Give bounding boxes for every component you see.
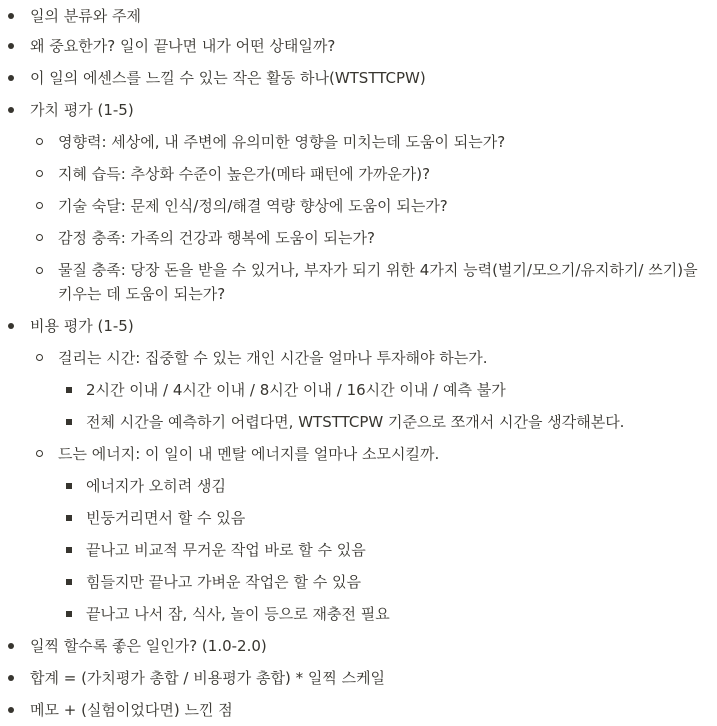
list-item-text: 2시간 이내 / 4시간 이내 / 8시간 이내 / 16시간 이내 / 예측 불가 bbox=[86, 381, 506, 399]
circle-bullet-icon bbox=[36, 438, 56, 470]
circle-bullet-icon bbox=[36, 158, 56, 190]
circle-bullet-icon bbox=[36, 190, 56, 222]
list-item-text: 기술 숙달: 문제 인식/정의/해결 역량 향상에 도움이 되는가? bbox=[58, 197, 448, 215]
list-item-text: 일찍 할수록 좋은 일인가? (1.0-2.0) bbox=[30, 637, 267, 655]
list-item-text: 빈둥거리면서 할 수 있음 bbox=[86, 509, 246, 527]
circle-bullet-icon bbox=[36, 126, 56, 158]
list-item-text: 합계 = (가치평가 총합 / 비용평가 총합) * 일찍 스케일 bbox=[30, 669, 386, 687]
list-item-text: 걸리는 시간: 집중할 수 있는 개인 시간을 얼마나 투자해야 하는가. bbox=[58, 349, 488, 367]
list-item-text: 전체 시간을 예측하기 어렵다면, WTSTTCPW 기준으로 쪼개서 시간을 생각해본다. bbox=[86, 413, 625, 431]
list-item-text: 힘들지만 끝나고 가벼운 작업은 할 수 있음 bbox=[86, 573, 361, 591]
list-item-text: 메모 + (실험이었다면) 느낀 점 bbox=[30, 701, 233, 719]
list-item-text: 이 일의 에센스를 느낄 수 있는 작은 활동 하나(WTSTTCPW) bbox=[30, 69, 426, 87]
square-bullet-icon bbox=[66, 566, 86, 598]
list-item-text: 일의 분류와 주제 bbox=[30, 7, 141, 25]
list-item-text: 왜 중요한가? 일이 끝나면 내가 어떤 상태일까? bbox=[30, 37, 336, 55]
list-item-text: 비용 평가 (1-5) bbox=[30, 317, 134, 335]
square-bullet-icon bbox=[66, 406, 86, 438]
list-item-text: 끝나고 비교적 무거운 작업 바로 할 수 있음 bbox=[86, 541, 366, 559]
square-bullet-icon bbox=[66, 374, 86, 406]
square-bullet-icon bbox=[66, 598, 86, 630]
square-bullet-icon bbox=[66, 534, 86, 566]
list-item-text: 드는 에너지: 이 일이 내 멘탈 에너지를 얼마나 소모시킬까. bbox=[58, 445, 440, 463]
list-item-text: 가치 평가 (1-5) bbox=[30, 101, 134, 119]
list-item-text: 지혜 습득: 추상화 수준이 높은가(메타 패턴에 가까운가)? bbox=[58, 165, 431, 183]
list-item-text: 물질 충족: 당장 돈을 받을 수 있거나, 부자가 되기 위한 4가지 능력(벌기/모으기/유지하기/ 쓰기)을 키우는 데 도움이 되는가? bbox=[58, 261, 698, 303]
circle-bullet-icon bbox=[36, 342, 56, 374]
square-bullet-icon bbox=[66, 502, 86, 534]
circle-bullet-icon bbox=[36, 222, 56, 254]
square-bullet-icon bbox=[66, 470, 86, 502]
list-item-text: 끝나고 나서 잠, 식사, 놀이 등으로 재충전 필요 bbox=[86, 605, 390, 623]
circle-bullet-icon bbox=[36, 258, 56, 290]
list-item-text: 영향력: 세상에, 내 주변에 유의미한 영향을 미치는데 도움이 되는가? bbox=[58, 133, 506, 151]
list-item-text: 에너지가 오히려 생김 bbox=[86, 477, 226, 495]
list-item-text: 감정 충족: 가족의 건강과 행복에 도움이 되는가? bbox=[58, 229, 375, 247]
